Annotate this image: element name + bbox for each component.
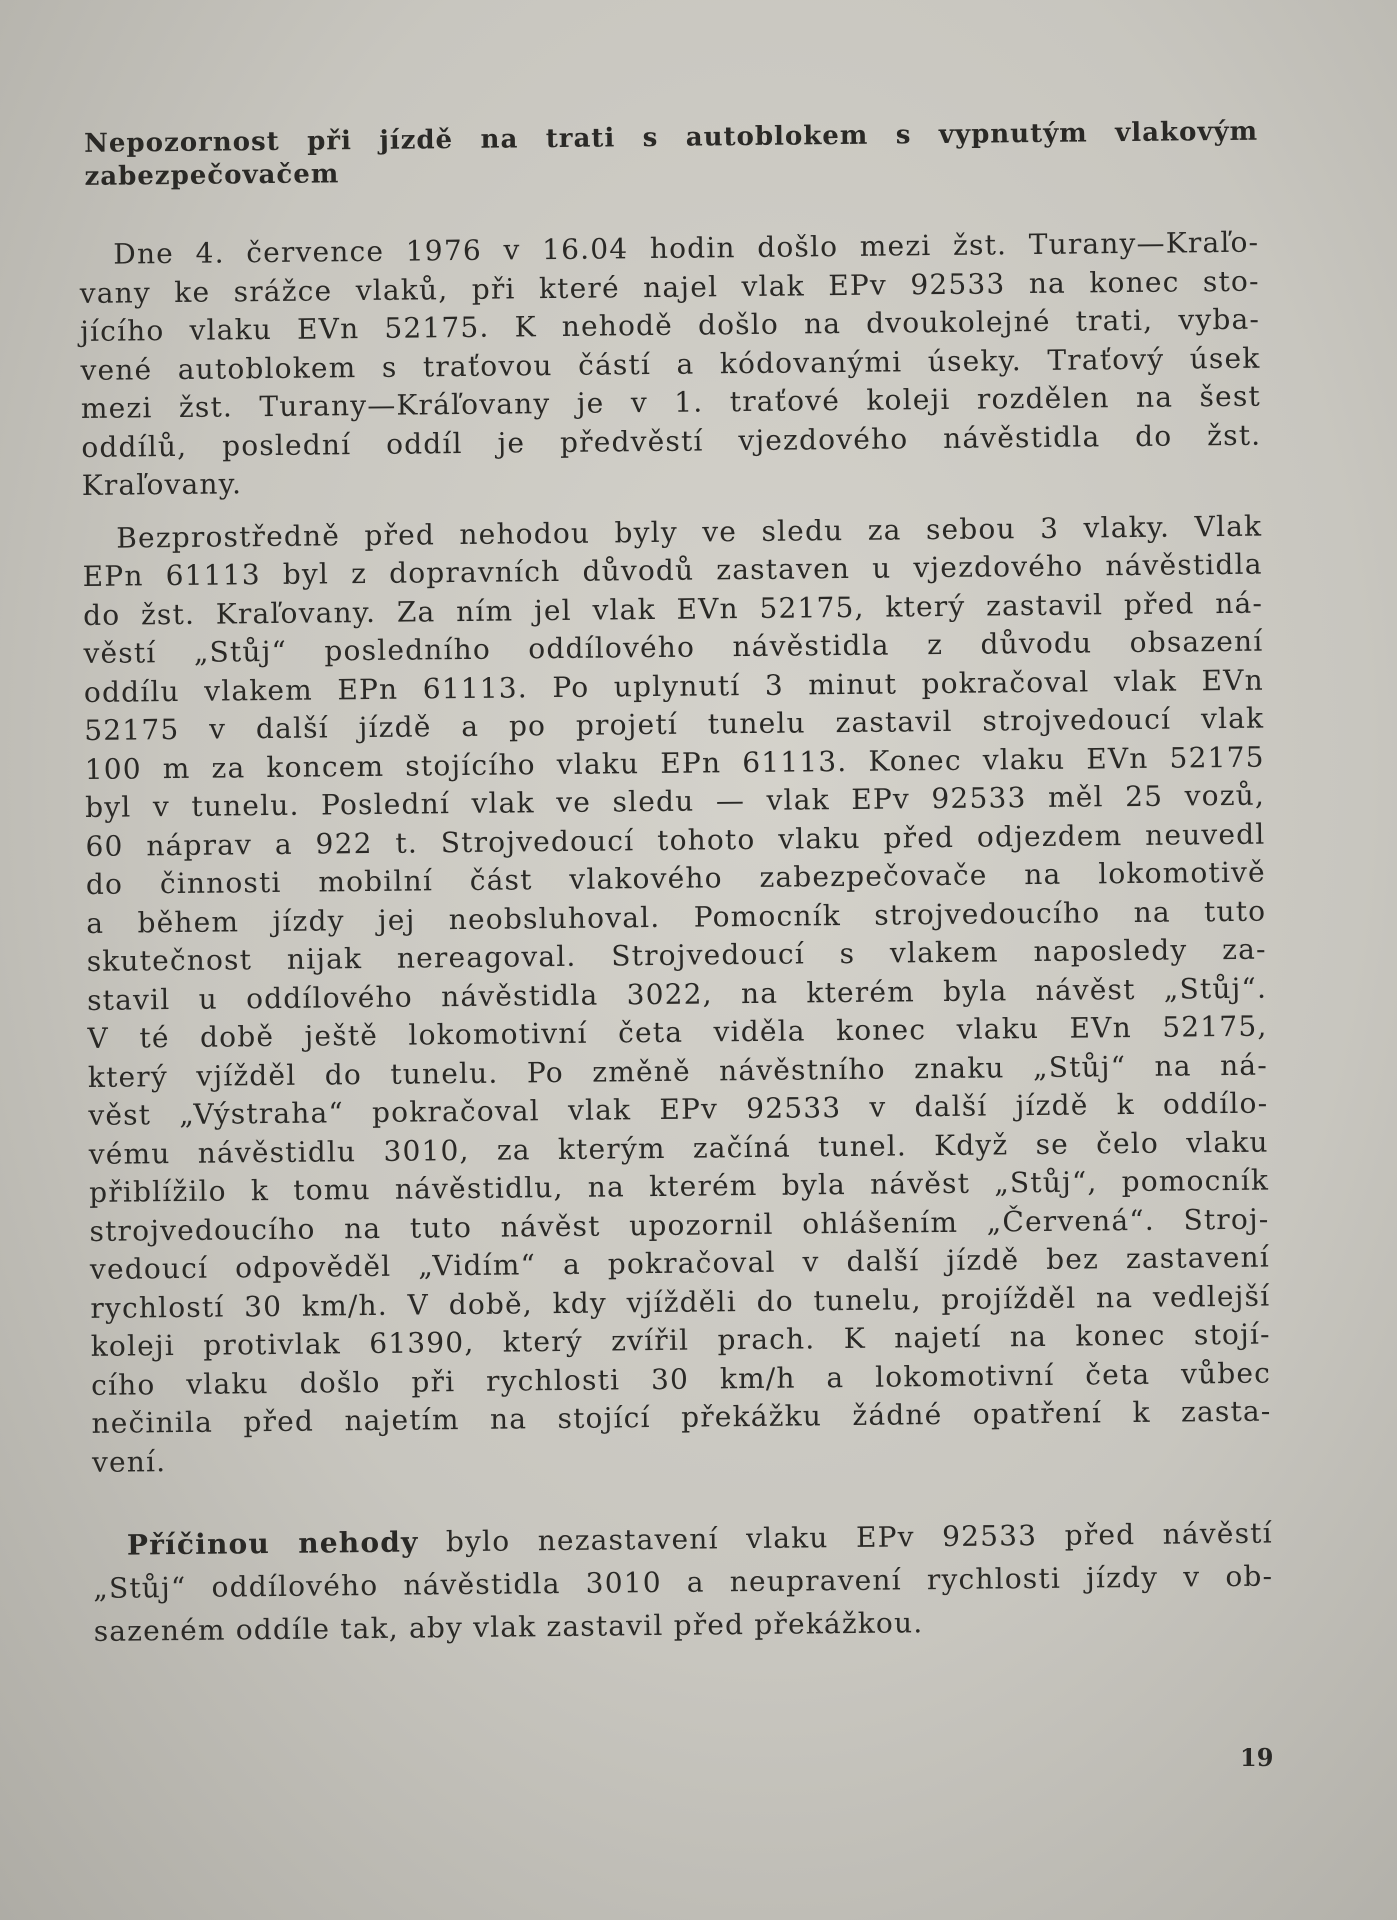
cause-text: bylo nezastavení vlaku EPv 92533 před návěstí xyxy=(418,1516,1273,1559)
text-line: koleji protivlak 61390, který zvířil prach. K najetí na konec stojí- xyxy=(90,1317,1271,1363)
text-line: cího vlaku došlo při rychlosti 30 km/h a lokomotivní četa vůbec xyxy=(90,1356,1272,1402)
text-line: jícího vlaku EVn 52175. K nehodě došlo na dvoukolejné trati, vyba- xyxy=(79,302,1261,348)
text-line: nečinila před najetím na stojící překážku žádné opatření k zasta- xyxy=(91,1394,1272,1440)
text-line: V té době ještě lokomotivní četa viděla konec vlaku EVn 52175, xyxy=(87,1009,1268,1055)
text-line: vené autoblokem s traťovou částí a kódovanými úseky. Traťový úsek xyxy=(80,341,1261,387)
paragraph-incident-details xyxy=(82,507,1272,1482)
text-line: vany ke srážce vlaků, při které najel vlak EPv 92533 na konec sto- xyxy=(79,264,1260,310)
text-line: byl v tunelu. Poslední vlak ve sledu — vlak EPv 92533 měl 25 vozů, xyxy=(84,778,1266,824)
text-line: Bezprostředně před nehodou byly ve sledu za sebou 3 vlaky. Vlak xyxy=(116,509,1263,555)
text-line: věstí „Stůj“ posledního oddílového návěstidla z důvodu obsazení xyxy=(83,624,1264,670)
page-content xyxy=(78,116,1274,1653)
text-line: přiblížilo k tomu návěstidlu, na kterém byla návěst „Stůj“, pomocník xyxy=(88,1163,1270,1209)
text-line: EPn 61113 byl z dopravních důvodů zastaven u vjezdového návěstidla xyxy=(82,547,1263,593)
text-line: vedoucí odpověděl „Vidím“ a pokračoval v další jízdě bez zastavení xyxy=(89,1240,1271,1286)
text-line: který vjížděl do tunelu. Po změně návěstního znaku „Stůj“ na ná- xyxy=(87,1048,1269,1094)
text-line: 100 m za koncem stojícího vlaku EPn 61113. Konec vlaku EVn 52175 xyxy=(84,740,1265,786)
text-line: „Stůj“ oddílového návěstidla 3010 a neupravení rychlosti jízdy v ob- xyxy=(93,1559,1274,1605)
text-line: věst „Výstraha“ pokračoval vlak EPv 92533 v další jízdě k oddílo- xyxy=(88,1086,1269,1132)
text-line: 60 náprav a 922 t. Strojvedoucí tohoto vlaku před odjezdem neuvedl xyxy=(85,817,1266,863)
text-line: vému návěstidlu 3010, za kterým začíná tunel. Když se čelo vlaku xyxy=(88,1125,1269,1171)
text-line: a během jízdy jej neobsluhoval. Pomocník strojvedoucího na tuto xyxy=(86,894,1267,940)
text-line: 52175 v další jízdě a po projetí tunelu zastavil strojvedoucí vlak xyxy=(84,701,1265,747)
text-line: rychlostí 30 km/h. V době, kdy vjížděli do tunelu, projížděl na vedlejší xyxy=(90,1279,1271,1325)
text-line: Dne 4. července 1976 v 16.04 hodin došlo mezi žst. Turany—Kraľo- xyxy=(113,225,1260,271)
text-line: skutečnost nijak nereagoval. Strojvedoucí s vlakem naposledy za- xyxy=(86,932,1267,978)
text-line: oddílu vlakem EPn 61113. Po uplynutí 3 minut pokračoval vlak EVn xyxy=(83,663,1265,709)
title-line: Nepozornost při jízdě na trati s autoblokem s vypnutým vlakovým xyxy=(84,116,1259,159)
paragraph-incident-description xyxy=(79,224,1262,506)
text-line: oddílů, poslední oddíl je předvěstí vjezdového návěstidla do žst. xyxy=(81,418,1262,464)
text-line: do činnosti mobilní část vlakového zabezpečovače na lokomotivě xyxy=(85,855,1267,901)
text-line: do žst. Kraľovany. Za ním jel vlak EVn 52175, který zastavil před ná- xyxy=(82,586,1264,632)
text-line: Kraľovany. xyxy=(81,467,243,502)
cause-label: Příčinou nehody xyxy=(126,1525,419,1562)
text-line: strojvedoucího na tuto návěst upozornil ohlášením „Červená“. Stroj- xyxy=(89,1202,1270,1248)
paragraph-cause xyxy=(93,1512,1274,1653)
page-number: 19 xyxy=(1240,1743,1274,1772)
text-line: vení. xyxy=(91,1444,167,1479)
text-line: sazeném oddíle tak, aby vlak zastavil před překážkou. xyxy=(93,1606,924,1648)
text-line: stavil u oddílového návěstidla 3022, na kterém byla návěst „Stůj“. xyxy=(86,971,1268,1017)
text-line: mezi žst. Turany—Kráľovany je v 1. traťové koleji rozdělen na šest xyxy=(80,379,1262,425)
title-line: zabezpečovačem xyxy=(84,159,340,192)
section-title xyxy=(84,116,1259,194)
